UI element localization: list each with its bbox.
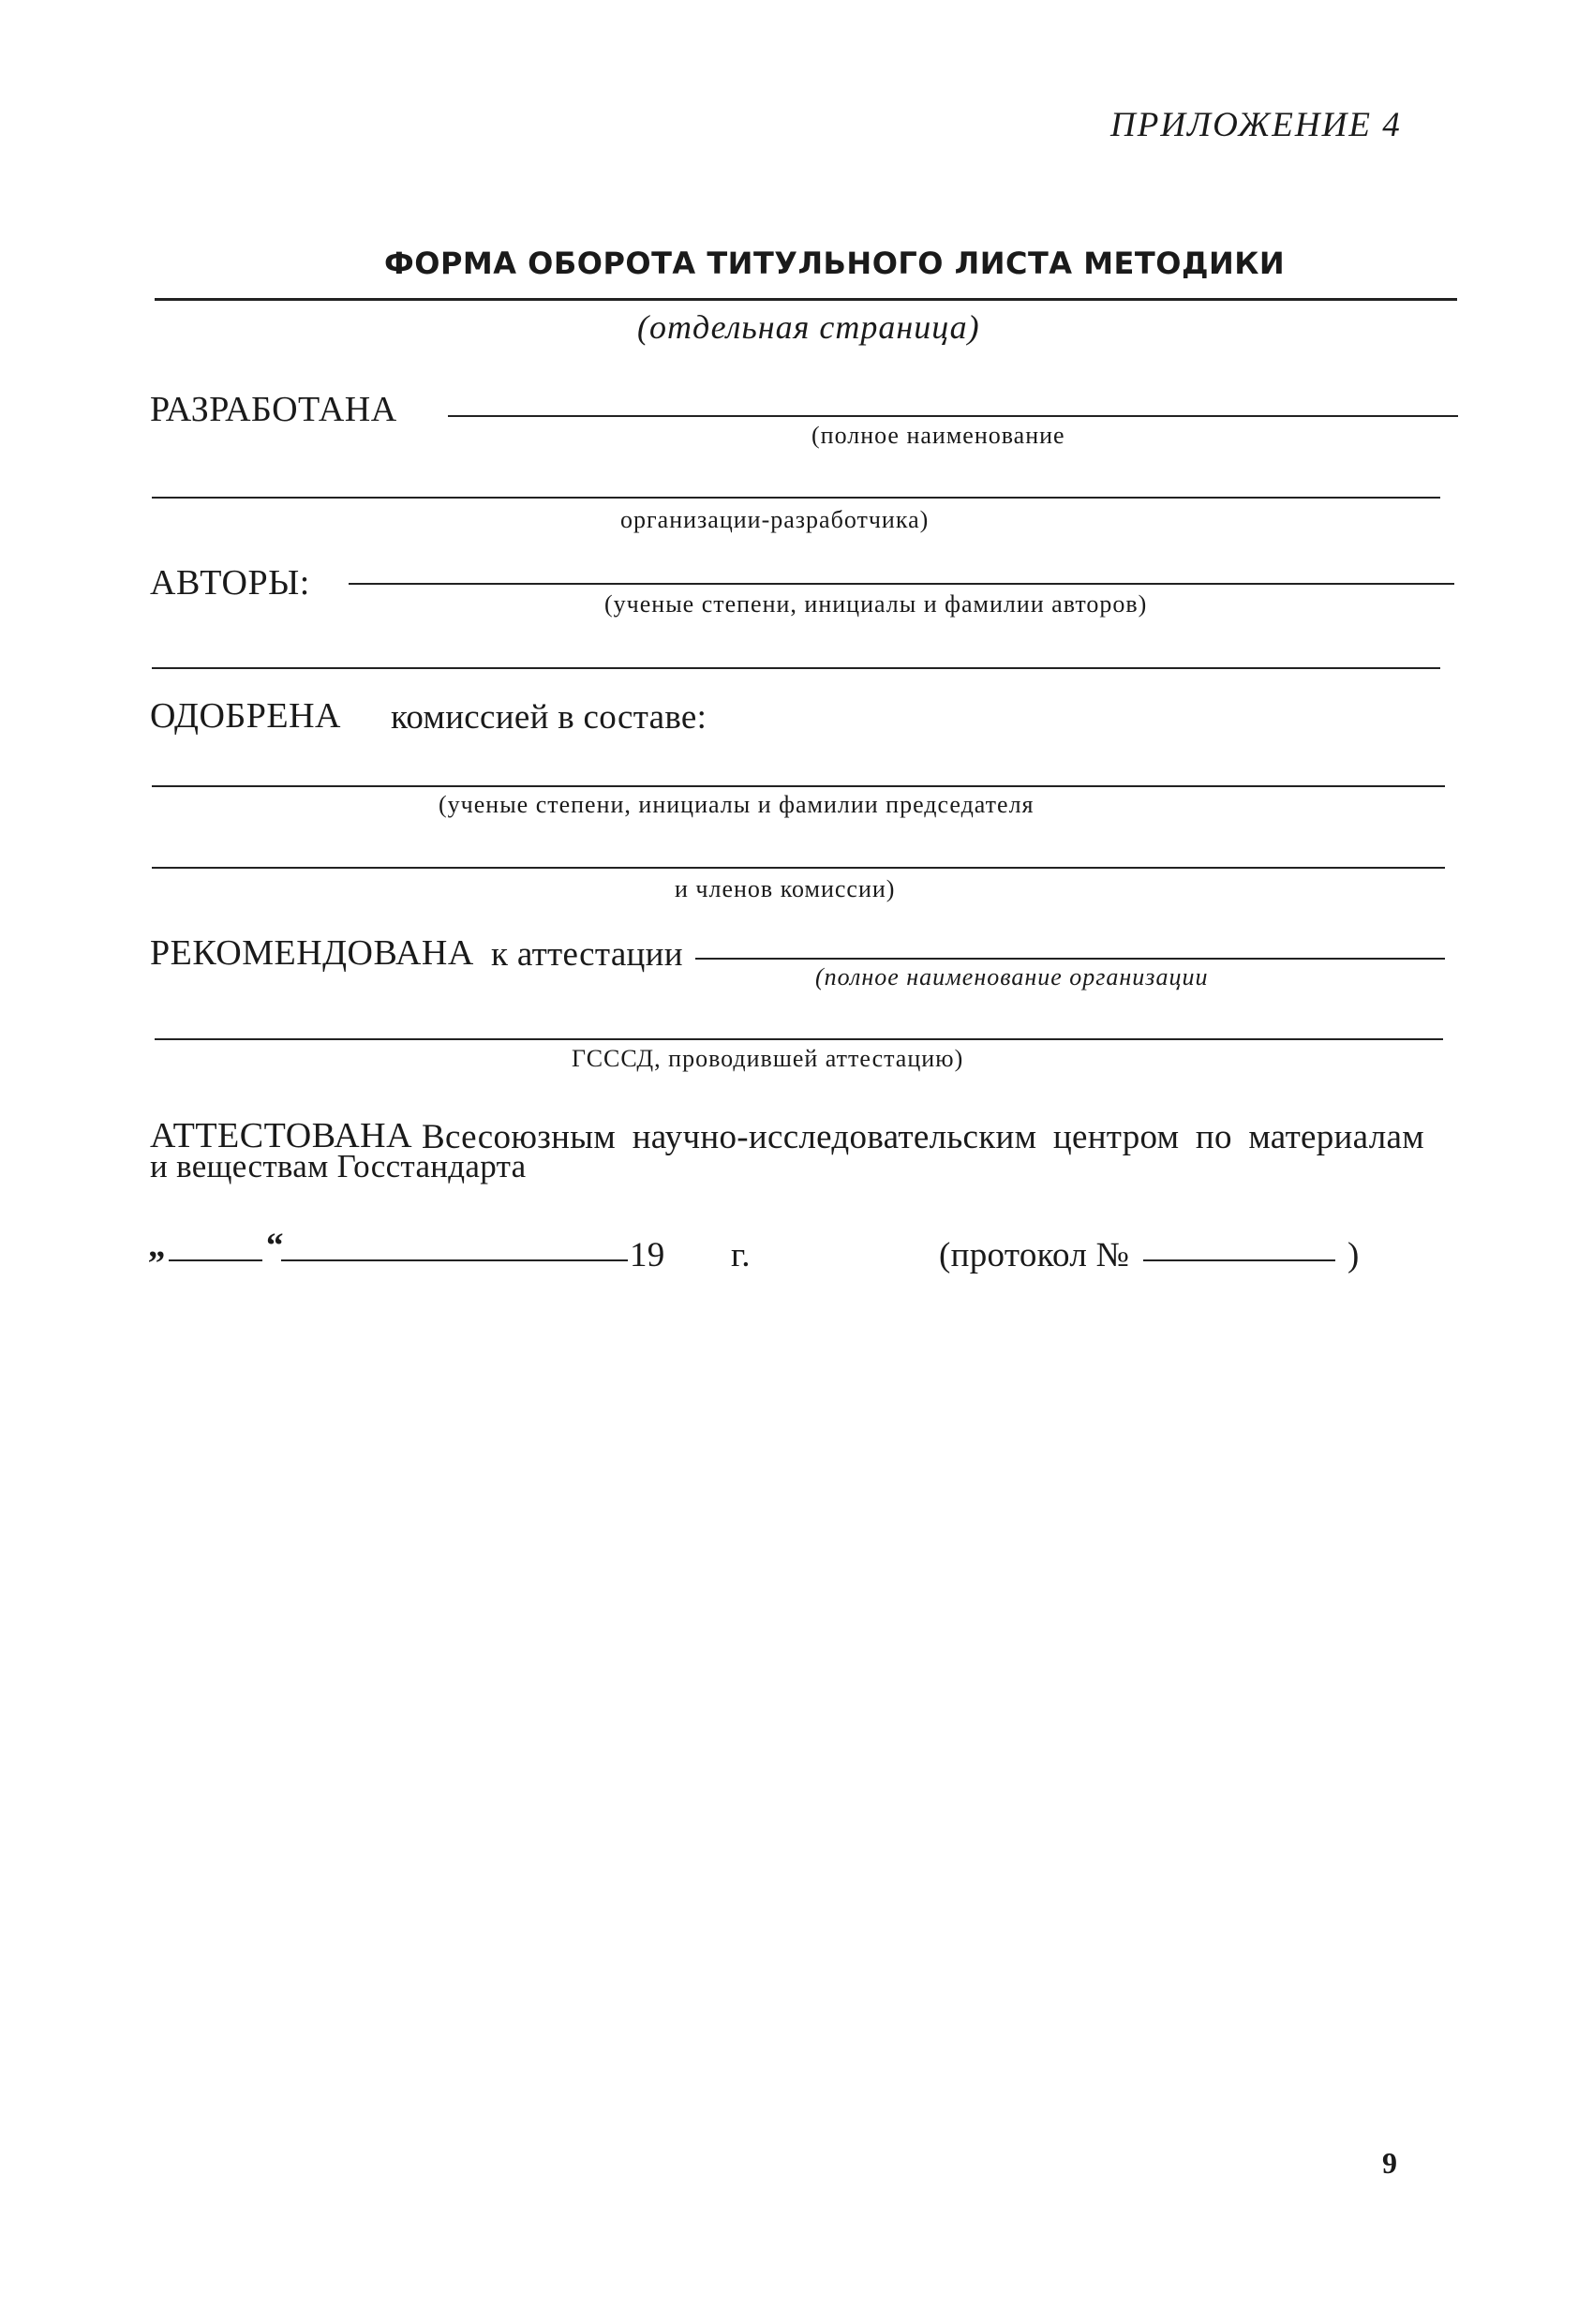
developed-line-1 <box>448 415 1458 417</box>
authors-hint: (ученые степени, инициалы и фамилии авторов) <box>604 590 1148 618</box>
title-underline <box>155 298 1457 301</box>
form-subtitle: (отдельная страница) <box>637 308 980 346</box>
form-title: ФОРМА ОБОРОТА ТИТУЛЬНОГО ЛИСТА МЕТОДИКИ <box>384 246 1286 281</box>
developed-line-2 <box>152 497 1440 499</box>
date-day-line <box>169 1259 262 1261</box>
page-number: 9 <box>1382 2146 1397 2180</box>
recommended-hint-2: ГСССД, проводившей аттестацию) <box>572 1045 964 1072</box>
authors-line-1 <box>349 583 1454 585</box>
protocol-line <box>1143 1259 1335 1261</box>
recommended-line-1 <box>695 958 1445 960</box>
date-quote-close: “ <box>266 1227 284 1265</box>
recommended-text: к аттестации <box>491 935 683 974</box>
authors-line-2 <box>152 667 1440 669</box>
attested-text-2: и веществам Госстандарта <box>150 1148 527 1184</box>
approved-hint-2: и членов комиссии) <box>675 875 896 902</box>
developed-hint-2: организации-разработчика) <box>620 506 930 533</box>
date-year-prefix: 19 <box>630 1236 665 1274</box>
authors-label: АВТОРЫ: <box>150 563 310 603</box>
developed-hint-1: (полное наименование <box>811 422 1065 449</box>
appendix-label: ПРИЛОЖЕНИЕ 4 <box>1110 106 1402 144</box>
approved-label: ОДОБРЕНА <box>150 696 341 736</box>
recommended-line-2 <box>155 1038 1443 1040</box>
date-year-suffix: г. <box>731 1236 751 1274</box>
approved-hint-1: (ученые степени, инициалы и фамилии председателя <box>439 791 1035 818</box>
recommended-label: РЕКОМЕНДОВАНА <box>150 933 474 973</box>
protocol-close: ) <box>1347 1236 1360 1274</box>
protocol-label: (протокол № <box>939 1236 1130 1274</box>
attested-text: Всесоюзным научно-исследовательским центром по материалам <box>422 1118 1424 1156</box>
attested-label: АТТЕСТОВАНА <box>150 1116 413 1155</box>
approved-line-1 <box>152 785 1445 787</box>
date-month-line <box>281 1259 628 1261</box>
approved-line-2 <box>152 867 1445 869</box>
developed-label: РАЗРАБОТАНА <box>150 390 397 429</box>
recommended-hint-1: (полное наименование организации <box>815 963 1209 991</box>
approved-text: комиссией в составе: <box>391 698 707 737</box>
date-quote-open: „ <box>148 1227 166 1265</box>
